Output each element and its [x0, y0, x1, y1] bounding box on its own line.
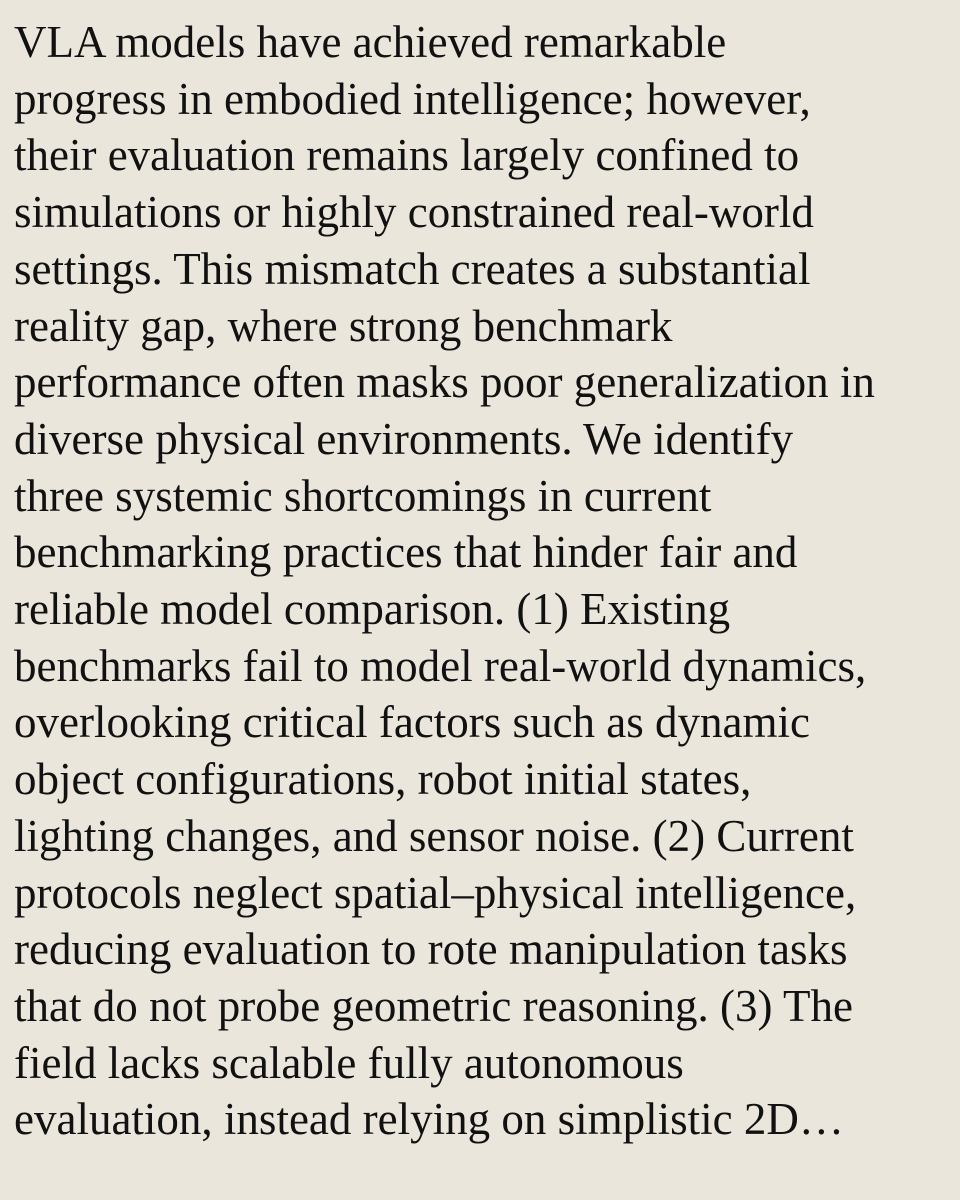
text-line-4: simulations or highly constrained real-world [14, 187, 814, 238]
text-line-13: overlooking critical factors such as dynamic [14, 697, 810, 748]
text-line-12: benchmarks fail to model real-world dynamics, [14, 640, 867, 691]
text-line-17: reducing evaluation to rote manipulation tasks [14, 924, 848, 975]
text-line-1: VLA models have achieved remarkable [14, 17, 727, 67]
text-line-16: protocols neglect spatial–physical intelligence, [14, 867, 857, 918]
text-line-6: reality gap, where strong benchmark [14, 300, 673, 351]
text-line-8: diverse physical environments. We identify [14, 413, 794, 464]
text-line-7: performance often masks poor generalization in [14, 357, 875, 408]
abstract-text-block [14, 14, 954, 1148]
text-line-11: reliable model comparison. (1) Existing [14, 584, 731, 635]
text-line-2: progress in embodied intelligence; however, [14, 73, 811, 124]
text-line-20: evaluation, instead relying on simplistic 2D… [14, 1094, 844, 1145]
text-line-9: three systemic shortcomings in current [14, 470, 712, 521]
text-line-14: object configurations, robot initial states, [14, 754, 752, 805]
text-line-18: that do not probe geometric reasoning. (3) The [14, 980, 853, 1031]
text-line-10: benchmarking practices that hinder fair and [14, 527, 798, 578]
text-line-19: field lacks scalable fully autonomous [14, 1037, 684, 1088]
text-line-15: lighting changes, and sensor noise. (2) Current [14, 810, 854, 861]
text-line-5: settings. This mismatch creates a substantial [14, 243, 811, 294]
text-line-3: their evaluation remains largely confined to [14, 130, 800, 181]
